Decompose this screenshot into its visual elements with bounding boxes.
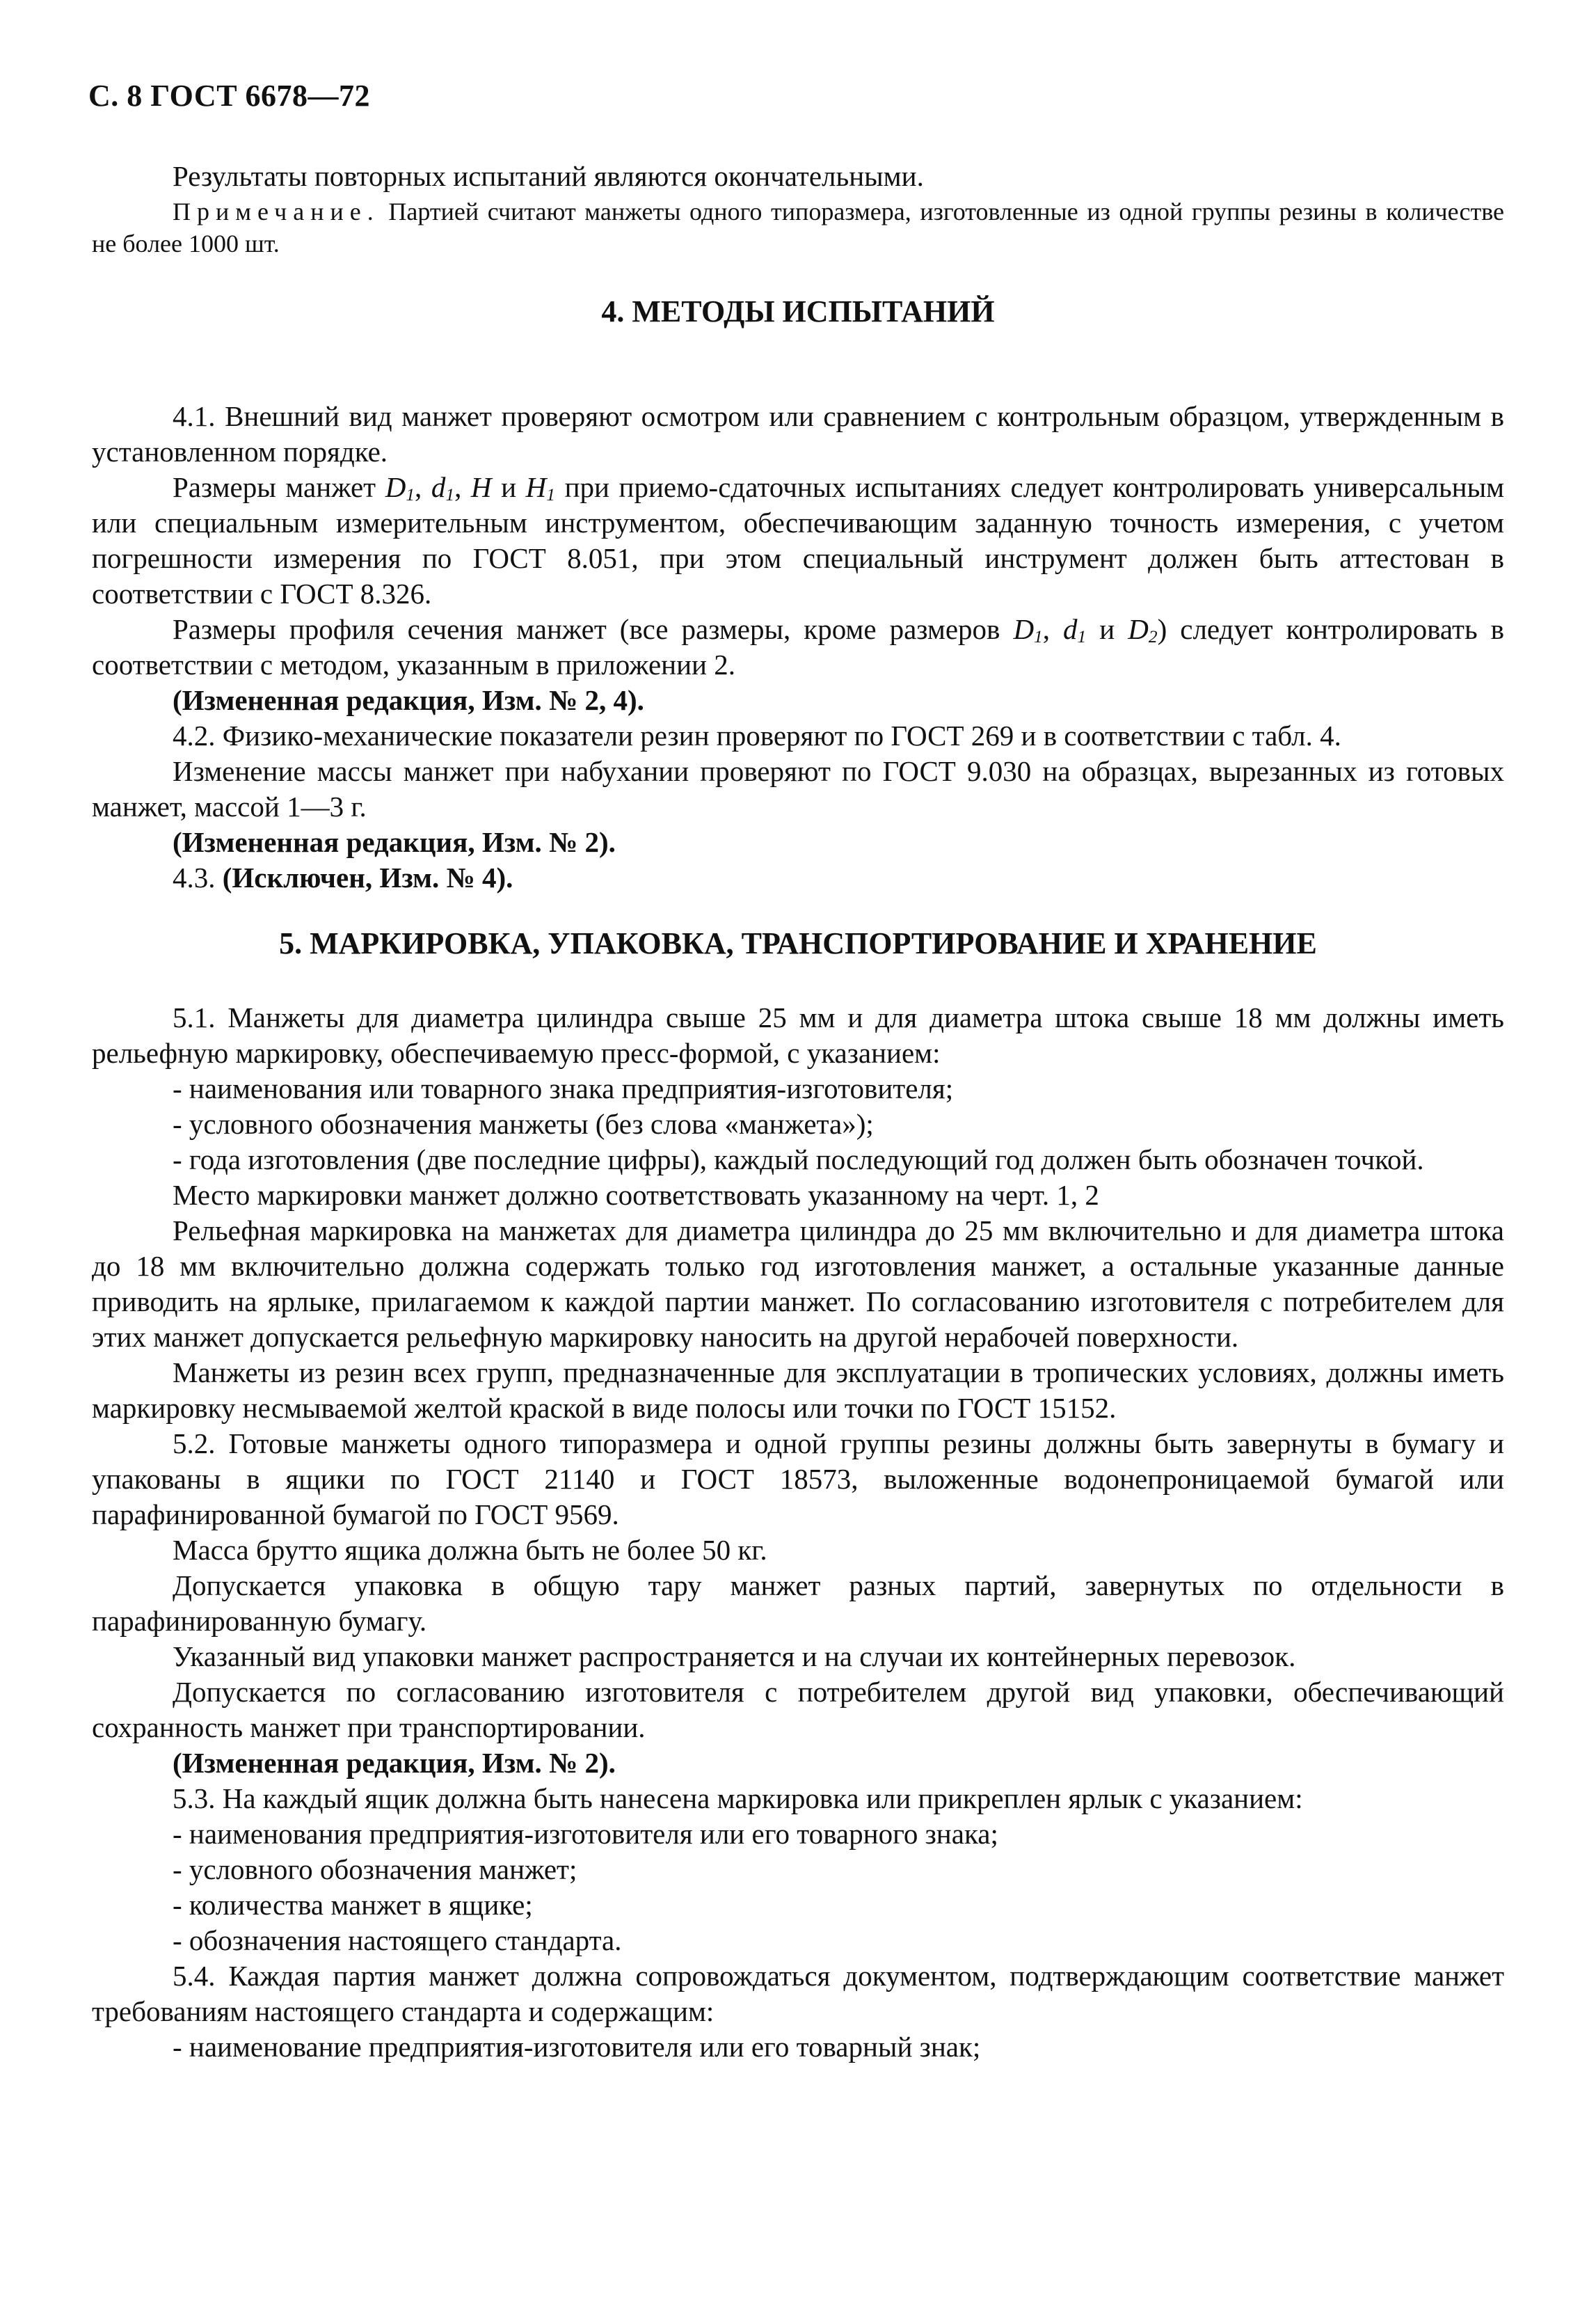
sizes-text-end: при приемо-сдаточных испытаниях следует контролировать универсальным или специальным измерительным инструментом, обеспечивающим заданную точность измерения, с учетом погрешности измерения по ГОСТ 8.051, при этом специальный инструмент должен быть аттестован в соответствии с ГОСТ 8.326. [92,471,1505,610]
sizes-text-start: Размеры манжет [173,471,376,503]
list1-item: - наименования или товарного знака предприятия-изготовителя; [173,1072,954,1104]
gross-mass-paragraph: Масса брутто ящика должна быть не более 50 кг. [173,1534,767,1566]
symbol-H: H [470,471,492,503]
container-paragraph: Указанный вид упаковки манжет распространяется и на случаи их контейнерных перевозок. [173,1640,1296,1672]
paragraph-5-2: 5.2. Готовые манжеты одного типоразмера и одной группы резины должны быть завернуты в бумагу и упакованы в ящики по ГОСТ 21140 и ГОСТ 18573, выложенные водонепроницаемой бумагой или парафинированной бумагой по ГОСТ 9569. [92,1427,1504,1530]
amendment-note-2: (Измененная редакция, Изм. № 2). [173,826,616,858]
list2-item: - наименования предприятия-изготовителя или его товарного знака; [173,1818,998,1850]
amendment-note-2-4: (Измененная редакция, Изм. № 2, 4). [173,684,644,716]
note-label: Примечание. [173,198,380,225]
symbol-d1: $d_1$ [431,471,455,505]
tropical-marking-paragraph: Манжеты из резин всех групп, предназначенные для эксплуатации в тропических условиях, должны иметь маркировку несмываемой желтой краской в виде полосы или точки по ГОСТ 15152. [92,1356,1504,1424]
list1-item: - года изготовления (две последние цифры), каждый последующий год должен быть обозначен точкой. [173,1143,1424,1175]
list2-item: - количества манжет в ящике; [173,1889,533,1921]
marking-place-paragraph: Место маркировки манжет должно соответствовать указанному на черт. 1, 2 [173,1179,1099,1211]
section-5-title: 5. МАРКИРОВКА, УПАКОВКА, ТРАНСПОРТИРОВАНИЕ И ХРАНЕНИЕ [279,926,1317,960]
profile-text-start: Размеры профиля сечения манжет (все размеры, кроме размеров [173,613,1000,645]
amendment-note-2-s5: (Измененная редакция, Изм. № 2). [173,1747,616,1779]
paragraph-4-2: 4.2. Физико-механические показатели резин проверяют по ГОСТ 269 и в соответствии с табл. 4. [173,720,1341,752]
common-pack-paragraph: Допускается упаковка в общую тару манжет разных партий, завернутых по отдельности в парафинированную бумагу. [92,1569,1504,1637]
symbol-d1-b: $d_1$ [1063,613,1087,647]
section-5-heading-wrap [92,926,1504,961]
paragraph-4-3: 4.3. (Исключен, Изм. № 4). [173,862,513,894]
symbol-H1: $H_1$ [525,471,555,505]
sizes-paragraph: Размеры манжет $D_1$, $d_1$, H и $H_1$ при приемо-сдаточных испытаниях следует контролировать универсальным или специальным измерительным инструментом, обеспечивающим заданную точность измерения, с учетом погрешности измерения по ГОСТ 8.051, при этом специальный инструмент должен быть аттестован в соответствии с ГОСТ 8.326. [92,471,1505,610]
paragraph-4-1: 4.1. Внешний вид манжет проверяют осмотром или сравнением с контрольным образцом, утвержденным в установленном порядке. [92,400,1504,468]
excluded-note: (Исключен, Изм. № 4). [222,862,513,894]
note-paragraph [92,196,1504,260]
other-pack-paragraph: Допускается по согласованию изготовителя с потребителем другой вид упаковки, обеспечивающий сохранность манжет при транспортировании. [92,1676,1504,1743]
list2-item: - условного обозначения манжет; [173,1853,577,1885]
symbol-D2: $D_2$ [1128,613,1158,647]
paragraph-5-3: 5.3. На каждый ящик должна быть нанесена маркировка или прикреплен ярлык с указанием: [173,1782,1303,1814]
mass-change-paragraph: Изменение массы манжет при набухании проверяют по ГОСТ 9.030 на образцах, вырезанных из готовых манжет, массой 1—3 г. [92,755,1504,823]
note-text: Партией считают манжеты одного типоразмера, изготовленные из одной группы резины в количестве не более 1000 шт. [92,198,1505,257]
section-4-heading-wrap [92,294,1504,329]
results-final-paragraph: Результаты повторных испытаний являются окончательными. [173,160,924,192]
list2-item: - обозначения настоящего стандарта. [173,1924,622,1956]
section-5-body [92,1000,1504,2065]
section-4-title: 4. МЕТОДЫ ИСПЫТАНИЙ [601,294,995,328]
symbol-D1-b: $D_1$ [1013,613,1043,647]
symbol-D1: $D_1$ [385,471,415,505]
list3-item: - наименование предприятия-изготовителя или его товарный знак; [173,2031,981,2063]
paragraph-5-1: 5.1. Манжеты для диаметра цилиндра свыше 25 мм и для диаметра штока свыше 18 мм должны иметь рельефную маркировку, обеспечиваемую пресс-формой, с указанием: [92,1001,1504,1069]
list1-item: - условного обозначения манжеты (без слова «манжета»); [173,1108,874,1140]
relief-marking-paragraph: Рельефная маркировка на манжетах для диаметра цилиндра до 25 мм включительно и для диаметра штока до 18 мм включительно должна содержать только год изготовления манжет, а остальные указанные данные приводить на ярлыке, прилагаемом к каждой партии манжет. По согласованию изготовителя с потребителем для этих манжет допускается рельефную маркировку наносить на другой нерабочей поверхности. [92,1214,1504,1353]
profile-text-end: ) следует контролировать в соответствии с методом, указанным в приложении 2. [92,613,1505,681]
intro-block [92,159,1504,260]
page-header: С. 8 ГОСТ 6678—72 [88,79,371,113]
section-4-body [92,399,1504,896]
paragraph-5-4: 5.4. Каждая партия манжет должна сопровождаться документом, подтверждающим соответствие манжет требованиям настоящего стандарта и содержащим: [92,1960,1504,2027]
profile-paragraph: Размеры профиля сечения манжет (все размеры, кроме размеров $D_1$, $d_1$ и $D_2$) следует контролировать в соответствии с методом, указанным в приложении 2. [92,613,1505,681]
